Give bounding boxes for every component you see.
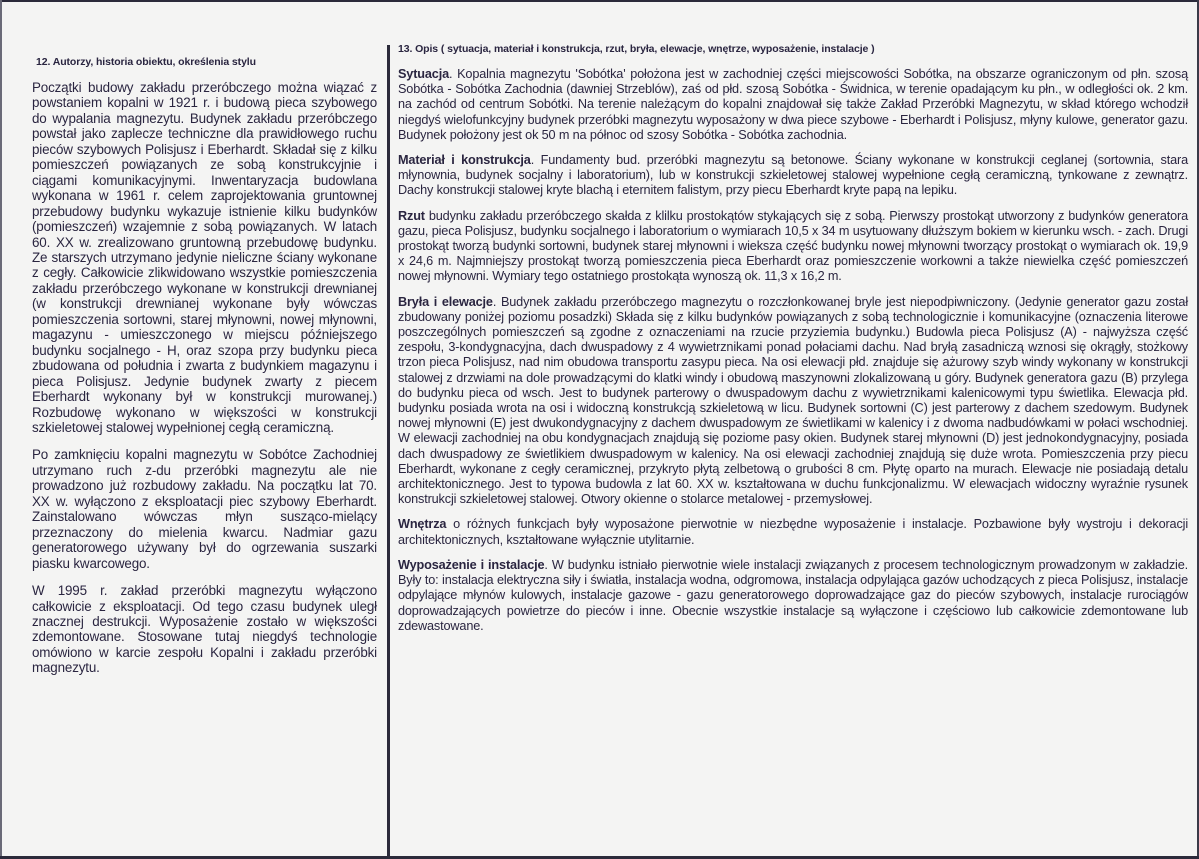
column-divider: [387, 45, 390, 859]
lead-situation: Sytuacja: [398, 67, 449, 81]
description-situation: [398, 67, 1188, 143]
description-installations: [398, 558, 1188, 634]
lead-interiors: Wnętrza: [398, 517, 447, 532]
text-installations: . W budynku istniało pierwotnie wiele instalacji związanych z procesem technologicznym prowadzonym w zakładzie. Były to: instalacja elektryczna siły i światła, instalacja wodna, odgromowa, instalacja odpylająca gazów uchodzących z pieca Polisjusz, instalacje odpylające młynów kulowych, instalacje gazowe - gazu generatorowego doprowadzające gaz do pieców szybowych, instalacje rurociągów doprowadzających powietrze do pieców i inne. Obecnie wszystkie instalacje są wyłączone i częściowo lub całkowicie zdemontowane lub zdewastowane.: [398, 557, 1189, 633]
history-paragraph-1: Początki budowy zakładu przeróbczego można wiązać z powstaniem kopalni w 1921 r. i budową pieca szybowego do wypalania magnezytu. Budynek zakładu przeróbczego powstał jako zaplecze techniczne dla prawidłowego ruchu pieców szybowych Polisjusz i Eberhardt. Składał się z kilku pomieszczeń powiązanych ze sobą konstrukcyjnie i ciągami komunikacyjnymi. Inwentaryzacja budowlana wykonana w 1961 r. celem zaprojektowania gruntownej przebudowy budynku wykazuje istnienie kilku budynków (pomieszczeń) wzajemnie z sobą powiązanych. W latach 60. XX w. zrealizowano gruntowną przebudowę budynku. Ze starszych utrzymano jedynie nieliczne ściany wykonane z cegły. Całkowicie zlikwidowano wszystkie pomieszczenia zakładu przeróbczego wykonane w konstrukcji drewnianej (w konstrukcji drewnianej wykonane były wówczas pomieszczenia sortowni, starej młynowni, nowej młynowni, magazynu - umieszczonego w miejscu późniejszego budynku socjalnego - H, oraz szopa przy budynku pieca zbudowana od południa i zwarta z budynkiem magazynu i pieca Polisjusz. Jedynie budynek zwarty z piecem Eberhardt wykonany był w konstrukcji murowanej.) Rozbudowę wykonano w większości w konstrukcji szkieletowej stalowej wypełnionej cegłą ceramiczną.: [32, 80, 377, 435]
description-interiors: [398, 517, 1188, 547]
page-left-border: [0, 0, 2, 859]
page-top-border: [0, 0, 1199, 2]
description-massing: [398, 295, 1188, 508]
text-material: . Fundamenty bud. przeróbki magnezytu są betonowe. Ściany wykonane w konstrukcji ceglanej (sortownia, stara młynownia, budynek socjalny i laboratorium), lub w konstrukcji szkieletowej stalowej wypełnione cegłą ceramiczną, tynkowane z zewnątrz. Dachy konstrukcji stalowej kryte blachą i eternitem falistym, przy piecu Eberhardt kryte papą na lepiku.: [398, 153, 1188, 198]
lead-installations: Wyposażenie i instalacje: [398, 557, 545, 572]
text-interiors: o różnych funkcjach były wyposażone pierwotnie w niezbędne wyposażenie i instalacje. Pozbawione były wystroju i dekoracji architektonicznych, kształtowane wyłącznie utylitarnie.: [398, 517, 1188, 547]
history-paragraph-3: W 1995 r. zakład przeróbki magnezytu wyłączono całkowicie z eksploatacji. Od tego czasu budynek uległ znacznej destrukcji. Wyposażenie zostało w większości zdemontowane. Stosowane tutaj niegdyś technologie omówiono w karcie zespołu Kopalni i zakładu przeróbki magnezytu.: [32, 583, 377, 676]
lead-material: Materiał i konstrukcja: [398, 153, 531, 168]
lead-plan: Rzut: [398, 208, 425, 223]
section-title-description: 13. Opis ( sytuacja, materiał i konstrukcja, rzut, bryła, elewacje, wnętrze, wyposażenie, instalacje ): [398, 43, 875, 55]
lead-massing: Bryła i elewacje: [398, 294, 493, 309]
history-paragraph-2: Po zamknięciu kopalni magnezytu w Sobótce Zachodniej utrzymano ruch z-du przeróbki magnezytu ale nie prowadzono już rozbudowy zakładu. Na początku lat 70. XX w. wyłączono z eksploatacji piec szybowy Eberhardt. Zainstalowano wówczas młyn susząco-mielący przeznaczony do mielenia kwarcu. Nadmiar gazu generatorowego używany był do ogrzewania suszarki piasku kwarcowego.: [32, 447, 377, 571]
section-title-history: 12. Autorzy, historia obiektu, określenia stylu: [36, 56, 256, 68]
right-column-description: [398, 43, 1188, 644]
text-massing: . Budynek zakładu przeróbczego magnezytu o rozczłonkowanej bryle jest niepodpiwniczony. (Jedynie generator gazu został zbudowany poniżej poziomu posadzki) Składa się z kilku budynków powiązanych z sobą technologicznie i komunikacyjne (oznaczenia literowe poszczególnych pomieszczeń są zgodne z oznaczeniami na rzucie przyziemia budynku.) Budowla pieca Polisjusz (A) - najwyższa część zespołu, 3-kondygnacyjna, dach dwuspadowy z 4 wywietrznikami ponad połaciami dachu. Nad bryłą zasadniczą wznosi się okrągły, stożkowy trzon pieca Polisjusz, nad nim obudowa transportu zasypu pieca. Na osi elewacji płd. znajduje się ażurowy szyb windy wykonany w konstrukcji stalowej z drzwiami na dole prowadzącymi do klatki windy i obudową maszynowni zlokalizowaną u góry. Budynek generatora gazu (B) przylega do budynku pieca od wsch. Jest to budynek parterowy o dwuspadowym dachu z wywietrznikami kalenicowymi typu świetlika. Elewacja płd. budynku posiada wrota na osi i widoczną konstrukcją szkieletową w licu. Budynek sortowni (C) jest parterowy z dachem szedowym. Budynek nowej młynowni (E) jest dwukondygnacyjny z dachem dwuspadowym ze świetlikami w kalenicy i z dwoma nadbudówkami w połaci wschodniej. W elewacji zachodniej na obu kondygnacjach znajdują się poziome pasy okien. Budynek starej młynowni (D) jest jednokondygnacyjny, posiada dach dwuspadowy ze świetlikiem dwuspadowym w kalenicy. Na osi elewacji zachodniej znajdują się duże wrota. Pomieszczenia przy piecu Eberhardt, wykonane z cegły ceramicznej, przykryto płytą zelbetową o grubości 8 cm. Płytę oparto na murach. Elewacje nie posiadają detalu architektonicznego. Jest to typowa budowla z lat 60. XX w. kształtowana w duchu funkcjonalizmu. W elewacjach widoczny wyraźnie rysunek konstrukcji szkieletowej stalowej. Otwory okienne o stolarce metalowej - przemysłowej.: [398, 294, 1188, 507]
text-situation: . Kopalnia magnezytu 'Sobótka' położona jest w zachodniej części miejscowości Sobótka, na obszarze ograniczonym od płn. szosą Sobótka - Sobótka Zachodnia (dawniej Strzeblów), zaś od płd. szosą Sobótka - Świdnica, w terenie opadającym ku płn., w odległości ok. 2 km. na zachód od centrum Sobótki. Na terenie należącym do kopalni znajdował się także Zakład Przeróbki Magnezytu, w skład którego wchodził niegdyś wielofunkcyjny budynek przeróbki magnezytu wyposażony w dwa piece szybowe - Eberhardt i Polisjusz, młyny kulowe, generator gazu. Budynek położony jest ok 50 m na północ od szosy Sobótka - Sobótka zachodnia.: [398, 67, 1188, 142]
text-plan: budynku zakładu przeróbczego skałda z klilku prostokątów stykających się z sobą. Pierwszy prostokąt utworzony z budynków generatora gazu, pieca Polisjusz, budynku socjalnego i laboratorium o wymiarach 10,5 x 34 m usytuowany dłuższym bokiem w kierunku wsch. - zach. Drugi prostokąt tworzą budynki sortowni, budynek starej młynowni i wieksza część budynku nowej młynowni tworzący prostokąt o wymiarach ok. 19,9 x 24,6 m. Najmniejszy prostokąt tworzą pomieszczenia pieca Eberhardt oraz pomieszczenie workowni a także niewielka część pomieszczeń nowej młynowni. Wymiary tego ostatniego prostokąta wynoszą ok. 11,3 x 16,2 m.: [398, 208, 1188, 284]
description-material: [398, 153, 1188, 199]
left-column-history: [32, 50, 377, 688]
description-plan: [398, 209, 1188, 285]
